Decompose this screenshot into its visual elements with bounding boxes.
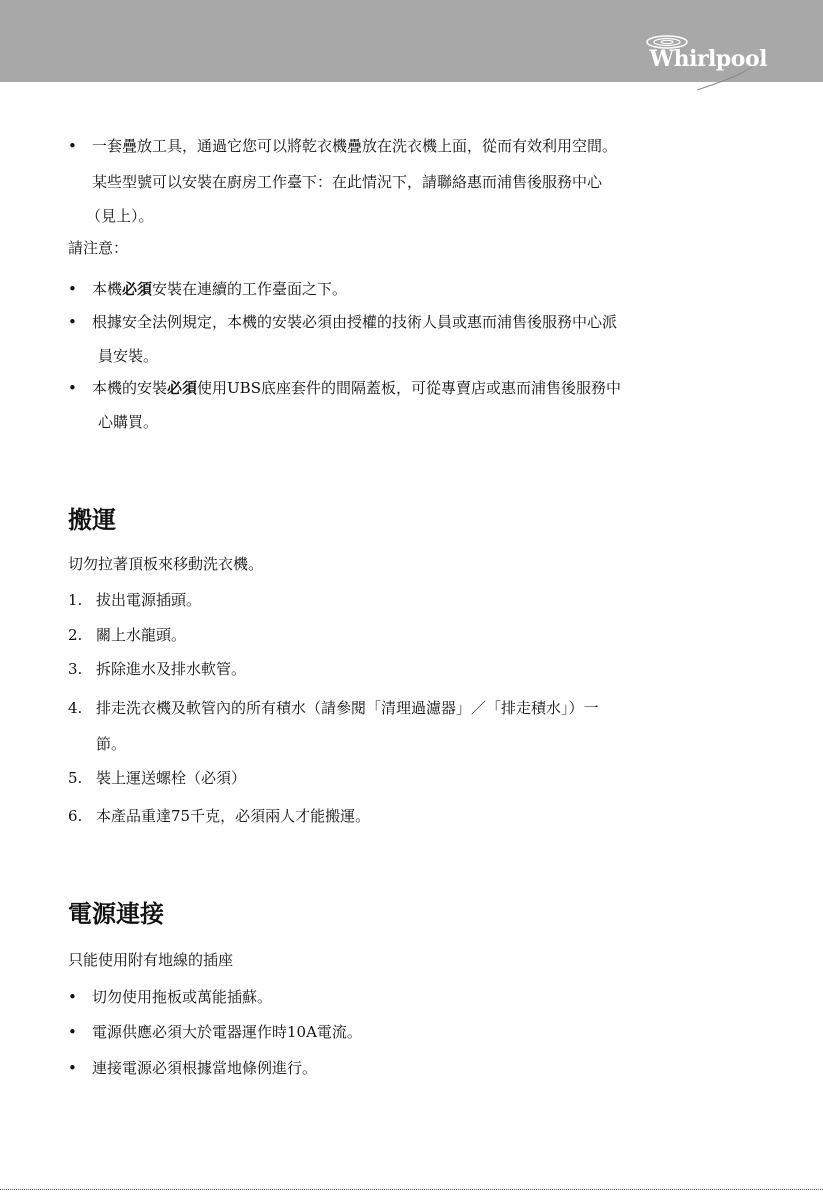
- footer-divider: [0, 1188, 823, 1190]
- step-text: 拆除進水及排水軟管。: [96, 660, 247, 678]
- bullet-marker: •: [68, 313, 77, 331]
- section-title-transport: 搬運: [68, 505, 116, 534]
- bullet-marker: •: [68, 1023, 77, 1041]
- brand-logo: Whirlpool: [649, 46, 767, 72]
- step-text: 拔出電源插頭。: [96, 591, 202, 609]
- step-number: 6.: [68, 807, 83, 825]
- step-text: 排走洗衣機及軟管內的所有積水（請參閱「清理過濾器」／「排走積水」）一: [96, 699, 599, 717]
- bullet-marker: •: [68, 280, 77, 298]
- note-item: 本機必須安裝在連續的工作臺面之下。: [92, 280, 348, 298]
- step-text: 裝上運送螺栓（必須）: [96, 769, 247, 787]
- step-number: 5.: [68, 769, 83, 787]
- text-line: （見上）。: [86, 207, 154, 225]
- power-item: 切勿使用拖板或萬能插蘇。: [92, 988, 273, 1006]
- note-heading: 請注意：: [68, 239, 129, 257]
- text-line: 心購買。: [98, 413, 159, 431]
- bullet-marker: •: [68, 379, 77, 397]
- step-text-continued: 節。: [96, 735, 127, 753]
- note-item: 本機的安裝必須使用UBS底座套件的間隔蓋板，可從專賣店或惠而浦售後服務中: [92, 379, 621, 397]
- step-number: 1.: [68, 591, 83, 609]
- bullet-marker: •: [68, 137, 77, 155]
- step-text: 本產品重達75千克，必須兩人才能搬運。: [96, 807, 371, 825]
- bullet-marker: •: [68, 988, 77, 1006]
- step-number: 3.: [68, 660, 83, 678]
- note-item: 根據安全法例規定，本機的安裝必須由授權的技術人員或惠而浦售後服務中心派: [92, 313, 618, 331]
- power-item: 連接電源必須根據當地條例進行。: [92, 1059, 318, 1077]
- text-line: 一套疊放工具，通過它您可以將乾衣機疊放在洗衣機上面，從而有效利用空間。: [92, 137, 618, 155]
- step-text: 關上水龍頭。: [96, 626, 187, 644]
- text-line: 員安裝。: [98, 347, 159, 365]
- step-number: 2.: [68, 626, 83, 644]
- bullet-marker: •: [68, 1059, 77, 1077]
- power-lead: 只能使用附有地線的插座: [68, 951, 234, 969]
- section-title-power: 電源連接: [68, 899, 164, 928]
- step-number: 4.: [68, 699, 83, 717]
- power-item: 電源供應必須大於電器運作時10A電流。: [92, 1023, 362, 1041]
- transport-lead: 切勿拉著頂板來移動洗衣機。: [68, 555, 264, 573]
- text-line: 某些型號可以安裝在廚房工作臺下：在此情況下，請聯絡惠而浦售後服務中心: [92, 173, 603, 191]
